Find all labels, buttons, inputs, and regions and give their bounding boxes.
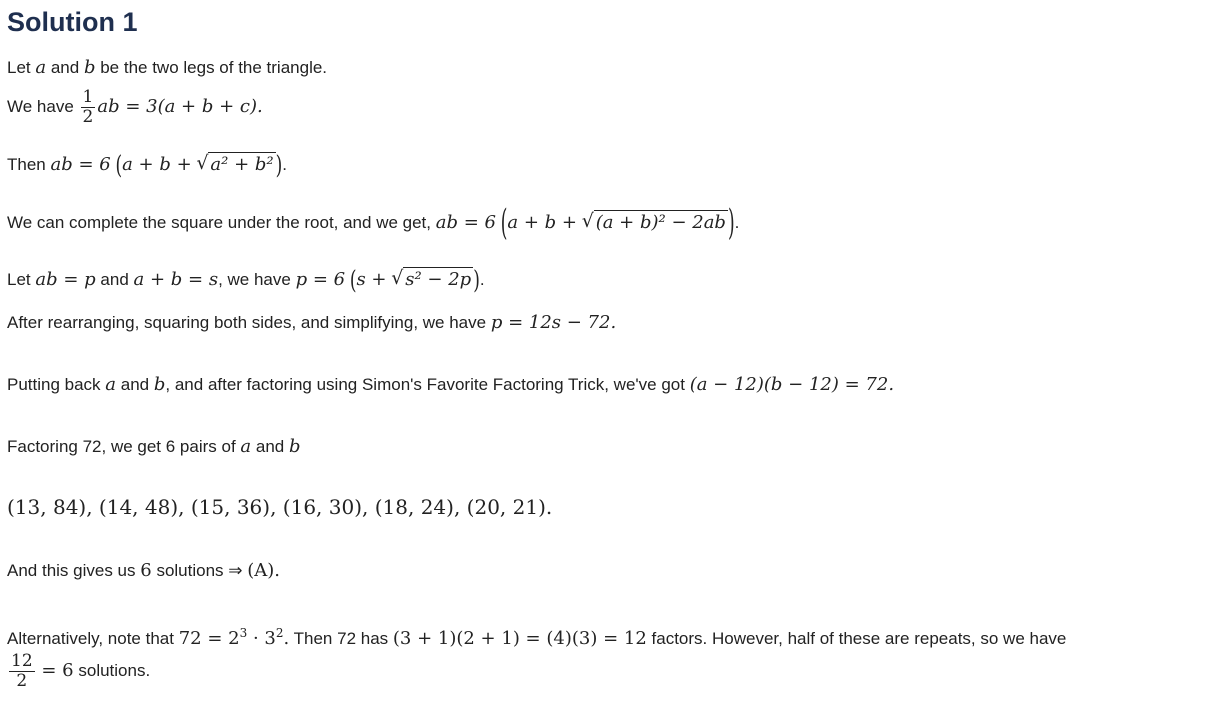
math-expr: (3 + 1)(2 + 1) = (4)(3) = 12 (392, 628, 647, 649)
math-expr: a + b = s (133, 269, 219, 290)
text: Factoring 72, we get 6 pairs of (7, 437, 236, 456)
line-rearrange (7, 313, 616, 333)
text: And this gives us (7, 561, 136, 580)
text: and (255, 437, 285, 456)
text: and (100, 270, 129, 289)
line-pairs (7, 497, 552, 519)
radicand: (a + b)² − 2ab (595, 212, 726, 233)
line-final (7, 652, 150, 691)
denominator: 2 (82, 107, 94, 127)
text: Let (7, 270, 31, 289)
sqrt-radical (582, 213, 728, 233)
math-lhs: ab = 6 (50, 154, 111, 175)
math-number: 6 (140, 560, 152, 581)
math-expr: ab = p (35, 269, 96, 290)
right-paren: ) (727, 202, 735, 245)
fraction-half (81, 88, 96, 127)
text: and (120, 375, 150, 394)
math-inner: a + b + (507, 212, 577, 233)
text: solutions (156, 561, 224, 580)
sqrt-radical (196, 155, 275, 175)
numerator: 1 (82, 87, 94, 107)
math-part: . (283, 628, 290, 649)
radicand: a² + b² (210, 154, 274, 175)
line-factoring (7, 437, 301, 457)
right-paren: ) (473, 265, 480, 296)
pairs-list: (13, 84), (14, 48), (15, 36), (16, 30), (18, 24), (20, 21). (7, 495, 553, 519)
answer-choice: (A). (247, 560, 281, 581)
line-legs (7, 58, 327, 78)
period: . (282, 155, 288, 174)
text: Let (7, 58, 31, 77)
math-expr: (a − 12)(b − 12) = 72. (689, 374, 895, 395)
period: . (479, 270, 485, 289)
math-expr: p = 12s − 72. (490, 312, 617, 333)
var-b: b (153, 374, 166, 395)
exponent: 2 (275, 626, 284, 640)
line-answer (7, 561, 280, 581)
line-complete-square (7, 202, 740, 245)
left-paren: ( (115, 150, 123, 181)
var-a: a (35, 57, 47, 78)
implies-arrow: ⇒ (228, 561, 243, 580)
text: Putting back (7, 375, 101, 394)
sqrt-radical (391, 270, 473, 290)
text: , we have (218, 270, 291, 289)
math-inner: a + b + (122, 154, 192, 175)
period: . (734, 213, 740, 232)
denominator: 2 (16, 671, 28, 691)
exponent: 3 (239, 626, 248, 640)
text: We can complete the square under the root, and we get, (7, 213, 432, 232)
math-part: 72 = 2 (178, 628, 240, 649)
text: solutions. (78, 660, 151, 680)
text: We have (7, 96, 74, 116)
var-b: b (83, 57, 96, 78)
math-part: · 3 (247, 628, 276, 649)
math-expr: ab = 3(a + b + c). (97, 95, 263, 117)
left-paren: ( (500, 202, 508, 245)
line-sfft (7, 375, 894, 395)
solution-heading: Solution 1 (7, 7, 138, 37)
right-paren: ) (275, 150, 283, 181)
radicand: s² − 2p (405, 269, 472, 290)
math-inner: s + (356, 269, 387, 290)
math-lhs: p = 6 (295, 269, 346, 290)
var-a: a (105, 374, 117, 395)
text: After rearranging, squaring both sides, and simplifying, we have (7, 313, 487, 332)
line-area-eq (7, 88, 263, 127)
var-b: b (289, 436, 301, 457)
text: factors. However, half of these are repeats, so we have (651, 629, 1067, 648)
text: , and after factoring using Simon's Favorite Factoring Trick, we've got (165, 375, 685, 394)
line-substitute (7, 265, 485, 296)
line-alternative (7, 623, 1066, 649)
line-then (7, 150, 288, 181)
numerator: 12 (11, 651, 33, 671)
text: Alternatively, note that (7, 629, 174, 648)
text: be the two legs of the triangle. (100, 58, 328, 77)
text: Then (7, 155, 46, 174)
left-paren: ( (349, 265, 357, 296)
math-expr: = 6 (41, 659, 74, 681)
var-a: a (240, 436, 252, 457)
text: and (50, 58, 80, 77)
text: Then 72 has (293, 629, 389, 648)
math-lhs: ab = 6 (435, 212, 496, 233)
math-expr (179, 628, 290, 649)
fraction-twelve-halves (9, 652, 35, 691)
